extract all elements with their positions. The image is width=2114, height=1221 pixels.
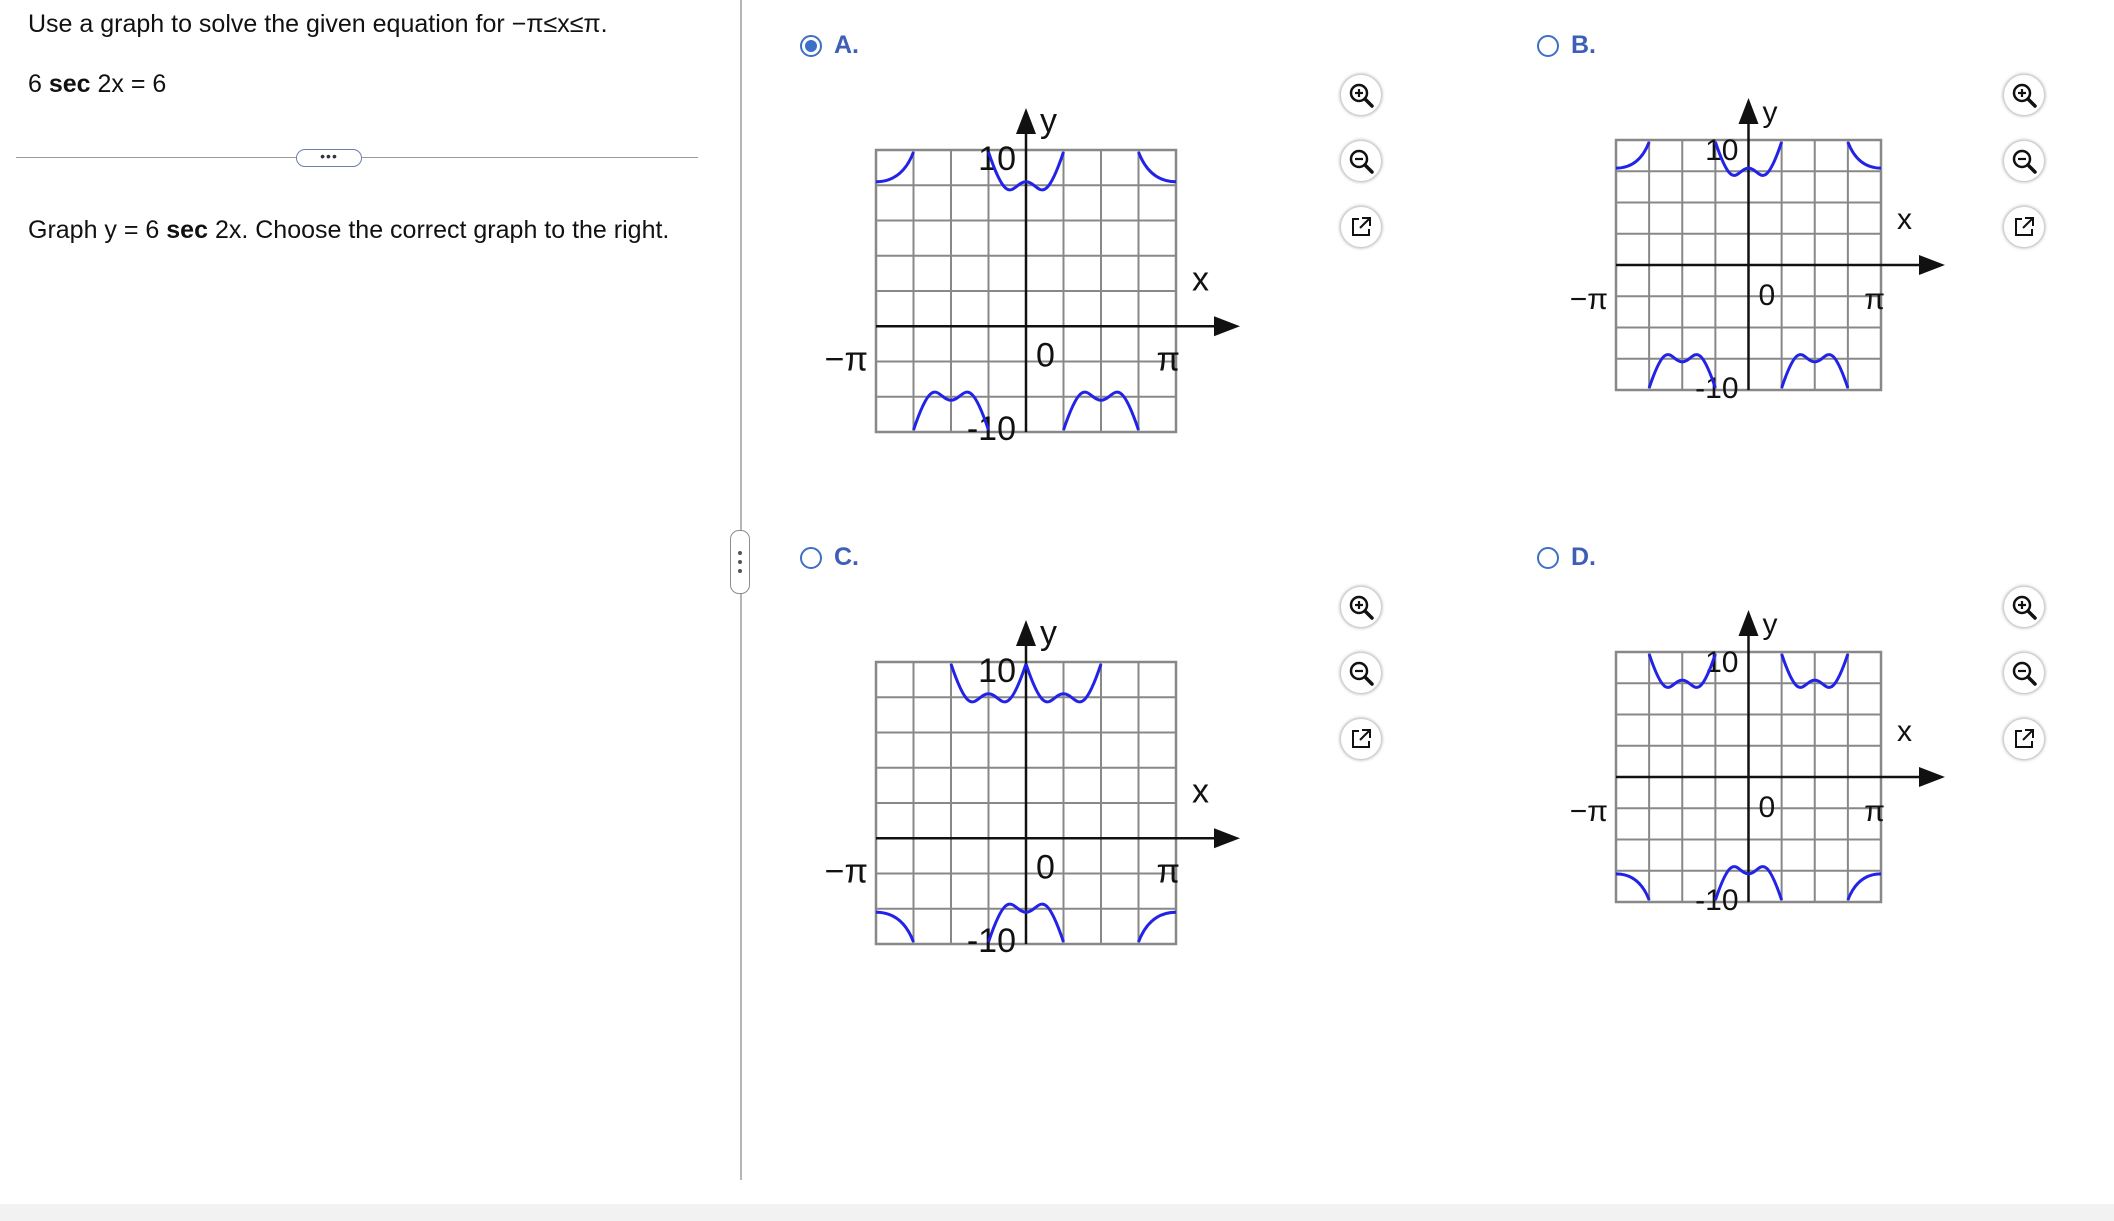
open-new-window-button[interactable] (2003, 718, 2045, 760)
handle-dot (738, 551, 742, 555)
y-axis-arrow (1016, 108, 1036, 134)
open-new-window-button[interactable] (1340, 718, 1382, 760)
instruction-sec: sec (166, 216, 208, 244)
equation-sec: sec (48, 70, 91, 98)
y-min-label: -10 (1695, 372, 1739, 405)
equation-suffix: 2x = 6 (90, 70, 167, 98)
choice-c-label: C. (834, 543, 859, 571)
x-min-label: −π (1569, 283, 1608, 316)
x-axis-arrow (1919, 255, 1945, 275)
choice-a-radio[interactable] (800, 35, 822, 57)
y-max-label: 10 (1705, 134, 1739, 167)
question-pane (0, 0, 740, 1180)
instruction-prefix: Graph y = 6 (28, 216, 167, 244)
y-axis-label: y (1762, 608, 1778, 641)
external-link-icon (1348, 726, 1374, 752)
x-min-label: −π (1569, 795, 1608, 828)
handle-dot (738, 560, 742, 564)
zoom-out-icon (1347, 659, 1375, 687)
graph-d[interactable] (1569, 592, 1980, 932)
origin-label: 0 (1036, 336, 1055, 375)
x-axis-label: x (1192, 260, 1209, 299)
open-new-window-button[interactable] (2003, 206, 2045, 248)
y-axis-label: y (1040, 102, 1057, 140)
question-prompt (28, 10, 608, 39)
pane-resize-handle[interactable] (730, 530, 750, 594)
y-axis-label: y (1040, 614, 1057, 652)
graph-c[interactable] (824, 592, 1260, 972)
graph-a[interactable] (824, 80, 1260, 460)
zoom-in-icon (1347, 81, 1375, 109)
instruction-suffix: 2x. Choose the correct graph to the right. (208, 216, 670, 244)
y-max-label: 10 (1705, 646, 1739, 679)
zoom-out-icon (2010, 659, 2038, 687)
open-new-window-button[interactable] (1340, 206, 1382, 248)
question-prompt-text: Use a graph to solve the given equation for −π≤x≤π. (28, 10, 608, 38)
expand-steps-button[interactable]: ••• (296, 149, 362, 167)
zoom-in-button[interactable] (1340, 586, 1382, 628)
zoom-in-button[interactable] (2003, 74, 2045, 116)
equation (28, 70, 166, 99)
y-axis-label: y (1762, 96, 1778, 129)
x-min-label: −π (824, 852, 868, 891)
x-axis-label: x (1897, 715, 1912, 748)
choice-a-label: A. (834, 31, 859, 59)
zoom-in-icon (2010, 593, 2038, 621)
y-min-label: -10 (966, 410, 1016, 448)
external-link-icon (1348, 214, 1374, 240)
x-min-label: −π (824, 340, 868, 379)
zoom-out-button[interactable] (1340, 140, 1382, 182)
x-axis-label: x (1897, 203, 1912, 236)
choice-c[interactable] (800, 543, 859, 572)
origin-label: 0 (1758, 791, 1776, 824)
choice-b[interactable] (1537, 31, 1596, 60)
external-link-icon (2011, 214, 2037, 240)
y-min-label: -10 (1695, 884, 1739, 917)
external-link-icon (2011, 726, 2037, 752)
instruction (28, 216, 669, 245)
y-axis-arrow (1739, 98, 1759, 124)
y-axis-arrow (1739, 610, 1759, 636)
zoom-out-button[interactable] (2003, 652, 2045, 694)
graph-b[interactable] (1569, 80, 1980, 420)
x-axis-arrow (1214, 828, 1240, 848)
zoom-in-icon (1347, 593, 1375, 621)
choice-a[interactable] (800, 31, 859, 60)
origin-label: 0 (1036, 848, 1055, 887)
x-axis-arrow (1214, 316, 1240, 336)
x-axis-arrow (1919, 767, 1945, 787)
x-max-label: π (1864, 795, 1885, 828)
x-max-label: π (1156, 852, 1180, 891)
choice-d-label: D. (1571, 543, 1596, 571)
x-max-label: π (1156, 340, 1180, 379)
choice-b-radio[interactable] (1537, 35, 1559, 57)
choice-b-label: B. (1571, 31, 1596, 59)
choice-d-radio[interactable] (1537, 547, 1559, 569)
zoom-in-button[interactable] (2003, 586, 2045, 628)
equation-prefix: 6 (28, 70, 49, 98)
graph-d-tools (2003, 586, 2045, 760)
graph-b-tools (2003, 74, 2045, 248)
handle-dot (738, 569, 742, 573)
choice-c-radio[interactable] (800, 547, 822, 569)
zoom-out-button[interactable] (2003, 140, 2045, 182)
zoom-out-icon (1347, 147, 1375, 175)
x-max-label: π (1864, 283, 1885, 316)
zoom-in-button[interactable] (1340, 74, 1382, 116)
zoom-in-icon (2010, 81, 2038, 109)
origin-label: 0 (1758, 279, 1776, 312)
x-axis-label: x (1192, 772, 1209, 811)
y-max-label: 10 (978, 652, 1016, 690)
zoom-out-icon (2010, 147, 2038, 175)
graph-c-tools (1340, 586, 1382, 760)
y-axis-arrow (1016, 620, 1036, 646)
y-max-label: 10 (978, 140, 1016, 178)
graph-a-tools (1340, 74, 1382, 248)
y-min-label: -10 (966, 922, 1016, 960)
footer-bar (0, 1204, 2114, 1221)
choice-d[interactable] (1537, 543, 1596, 572)
zoom-out-button[interactable] (1340, 652, 1382, 694)
